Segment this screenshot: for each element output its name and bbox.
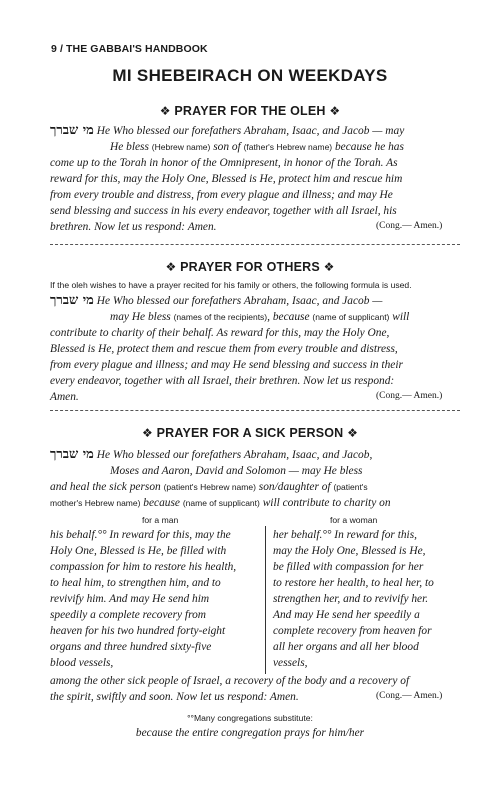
- oleh-line-7: brethren. Now let us respond: Amen.: [50, 221, 217, 233]
- hebrew-opening: מי שברך: [50, 123, 94, 138]
- man-line: organs and three hundred sixty-five: [50, 641, 212, 653]
- sick-line-4: mother's Hebrew name) because (name of supplicant) will contribute to charity on: [50, 497, 391, 509]
- others-intro: If the oleh wishes to have a prayer recited for his family or others, the following formula is used.: [50, 280, 412, 290]
- page-title: MI SHEBEIRACH ON WEEKDAYS: [112, 66, 388, 85]
- woman-line: vessels,: [273, 657, 308, 669]
- woman-line: all her organs and all her blood: [273, 641, 419, 653]
- man-line: to heal him, to strengthen him, and to: [50, 577, 221, 589]
- section-heading-oleh: ❖ PRAYER FOR THE OLEH ❖: [159, 104, 341, 118]
- woman-line: may the Holy One, Blessed is He,: [273, 545, 426, 557]
- others-line-5: from every plague and illness; and may He send blessing and success in their: [50, 359, 403, 371]
- woman-line: be filled with compassion for her: [273, 561, 424, 573]
- section-divider: [50, 410, 460, 411]
- woman-line: complete recovery from heaven for: [273, 625, 432, 637]
- man-line: revivify him. And may He send him: [50, 593, 210, 605]
- ornament-right-icon: ❖: [329, 104, 341, 118]
- man-line: heaven for his two hundred forty-eight: [50, 625, 226, 637]
- others-line-7: Amen.: [50, 391, 79, 403]
- others-line-3: contribute to charity of their behalf. As reward for this, may the Holy One,: [50, 327, 390, 339]
- woman-line: And may He send her speedily a: [273, 609, 420, 621]
- others-line-2: may He bless (names of the recipients), because (name of supplicant) will: [110, 311, 410, 323]
- man-line: Holy One, Blessed is He, be filled with: [50, 545, 227, 557]
- others-line-6: every endeavor, together with all Israel, their brethren. Now let us respond:: [50, 375, 395, 387]
- ornament-right-icon: ❖: [347, 426, 359, 440]
- sick-line-3: and heal the sick person (patient's Hebrew name) son/daughter of (patient's: [50, 481, 368, 493]
- others-line-1: מי שברך He Who blessed our forefathers Abraham, Isaac, and Jacob —: [50, 293, 383, 308]
- column-label-woman: for a woman: [330, 515, 378, 525]
- footnote-label: °°Many congregations substitute:: [187, 713, 313, 723]
- cong-response: (Cong.— Amen.): [376, 221, 443, 231]
- hebrew-opening: מי שברך: [50, 293, 94, 308]
- sick-line-1: מי שברך He Who blessed our forefathers Abraham, Isaac, and Jacob,: [50, 447, 373, 462]
- sick-closing-line-1: among the other sick people of Israel, a recovery of the body and a recovery of: [50, 675, 410, 687]
- ornament-left-icon: ❖: [165, 260, 177, 274]
- woman-line: to restore her health, to heal her, to: [273, 577, 434, 589]
- man-line: speedily a complete recovery from: [50, 609, 207, 621]
- footnote-text: because the entire congregation prays for him/her: [135, 727, 365, 739]
- section-heading-others: ❖ PRAYER FOR OTHERS ❖: [165, 260, 335, 274]
- ornament-left-icon: ❖: [159, 104, 171, 118]
- hebrew-opening: מי שברך: [50, 447, 94, 462]
- ornament-right-icon: ❖: [323, 260, 335, 274]
- section-divider: [50, 244, 460, 245]
- cong-response: (Cong.— Amen.): [376, 391, 443, 401]
- man-line: compassion for him to restore his health,: [50, 561, 237, 573]
- sick-line-2: Moses and Aaron, David and Solomon — may He bless: [110, 465, 363, 477]
- oleh-line-1: מי שברך He Who blessed our forefathers Abraham, Isaac, and Jacob — may: [50, 123, 405, 138]
- running-head: 9 / THE GABBAI'S HANDBOOK: [51, 43, 208, 55]
- oleh-line-5: from every trouble and distress, from every plague and illness; and may He: [50, 189, 393, 201]
- sick-closing-line-2: the spirit, swiftly and soon. Now let us respond: Amen.: [50, 691, 299, 703]
- cong-response: (Cong.— Amen.): [376, 691, 443, 701]
- man-line: blood vessels,: [50, 657, 114, 669]
- others-line-4: Blessed is He, protect them and rescue them from every trouble and distress,: [50, 343, 398, 355]
- woman-line: her behalf.°° In reward for this,: [273, 529, 418, 541]
- ornament-left-icon: ❖: [141, 426, 153, 440]
- woman-line: strengthen her, and to revivify her.: [273, 593, 429, 605]
- oleh-line-6: send blessing and success in his every endeavor, together with all Israel, his: [50, 205, 397, 217]
- oleh-line-4: reward for this, may the Holy One, Blessed is He, protect him and rescue him: [50, 173, 403, 185]
- column-rule: [265, 526, 266, 674]
- column-label-man: for a man: [142, 515, 179, 525]
- section-heading-sick: ❖ PRAYER FOR A SICK PERSON ❖: [141, 426, 359, 440]
- oleh-line-2: He bless (Hebrew name) son of (father's Hebrew name) because he has: [110, 141, 404, 153]
- man-line: his behalf.°° In reward for this, may the: [50, 529, 231, 541]
- oleh-line-3: come up to the Torah in honor of the Omnipresent, in honor of the Torah. As: [50, 157, 398, 169]
